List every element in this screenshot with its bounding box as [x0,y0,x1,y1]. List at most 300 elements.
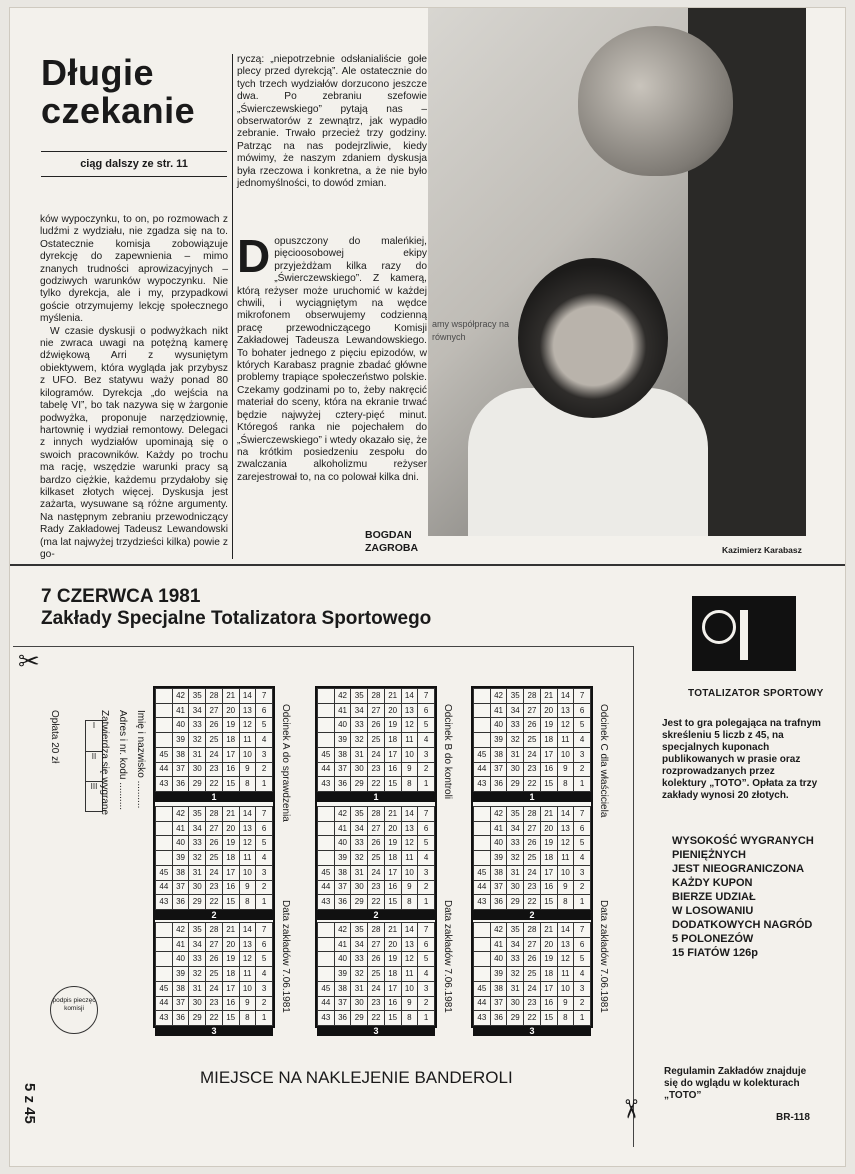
number-cell[interactable]: 7 [256,689,273,704]
number-cell[interactable]: 43 [156,777,173,792]
number-cell[interactable]: 18 [540,967,557,982]
number-cell[interactable]: 45 [474,865,491,880]
number-cell[interactable]: 31 [351,981,368,996]
number-cell[interactable]: 7 [418,923,435,938]
number-cell[interactable]: 5 [574,952,591,967]
number-cell[interactable]: 4 [418,967,435,982]
number-cell[interactable]: 44 [318,762,335,777]
number-cell[interactable]: 22 [524,895,541,910]
number-cell[interactable]: 6 [418,937,435,952]
number-cell[interactable] [474,923,491,938]
number-cell[interactable]: 23 [206,880,223,895]
number-cell[interactable]: 30 [189,762,206,777]
number-cell[interactable]: 6 [574,821,591,836]
number-cell[interactable]: 3 [256,865,273,880]
number-cell[interactable]: 44 [318,996,335,1011]
number-cell[interactable]: 10 [239,865,256,880]
number-cell[interactable]: 39 [172,851,189,866]
number-cell[interactable]: 30 [507,762,524,777]
number-cell[interactable]: 23 [206,762,223,777]
number-cell[interactable]: 27 [524,821,541,836]
number-cell[interactable]: 8 [401,777,418,792]
number-cell[interactable]: 32 [507,967,524,982]
number-cell[interactable]: 1 [256,895,273,910]
number-cell[interactable]: 8 [401,1011,418,1026]
number-cell[interactable]: 4 [256,733,273,748]
number-cell[interactable]: 3 [418,865,435,880]
number-cell[interactable]: 5 [574,718,591,733]
number-cell[interactable]: 30 [507,880,524,895]
number-cell[interactable]: 29 [351,895,368,910]
number-cell[interactable] [156,718,173,733]
number-cell[interactable]: 18 [222,733,239,748]
number-cell[interactable]: 17 [222,865,239,880]
number-cell[interactable]: 30 [189,880,206,895]
number-cell[interactable]: 38 [490,747,507,762]
number-cell[interactable]: 30 [351,762,368,777]
number-cell[interactable]: 16 [384,996,401,1011]
number-cell[interactable]: 40 [172,718,189,733]
number-cell[interactable]: 45 [318,981,335,996]
number-cell[interactable]: 32 [351,851,368,866]
number-cell[interactable]: 13 [401,703,418,718]
number-cell[interactable]: 14 [557,807,574,822]
number-cell[interactable]: 42 [172,689,189,704]
number-cell[interactable]: 3 [256,747,273,762]
number-cell[interactable]: 12 [557,836,574,851]
number-cell[interactable]: 24 [524,747,541,762]
number-cell[interactable]: 25 [368,851,385,866]
number-cell[interactable]: 39 [490,967,507,982]
number-cell[interactable]: 20 [540,821,557,836]
number-cell[interactable]: 11 [401,733,418,748]
number-cell[interactable]: 8 [401,895,418,910]
number-cell[interactable]: 20 [384,703,401,718]
number-cell[interactable]: 20 [222,821,239,836]
number-cell[interactable]: 28 [524,923,541,938]
number-cell[interactable]: 40 [490,836,507,851]
number-cell[interactable] [474,937,491,952]
number-cell[interactable]: 25 [368,733,385,748]
number-cell[interactable]: 16 [540,880,557,895]
number-cell[interactable]: 42 [172,923,189,938]
number-cell[interactable]: 28 [368,923,385,938]
number-cell[interactable]: 42 [490,923,507,938]
number-cell[interactable]: 9 [239,762,256,777]
number-cell[interactable]: 32 [507,851,524,866]
number-cell[interactable]: 6 [256,703,273,718]
number-cell[interactable]: 9 [557,762,574,777]
number-cell[interactable]: 36 [172,1011,189,1026]
number-cell[interactable]: 4 [418,733,435,748]
number-cell[interactable]: 7 [574,689,591,704]
number-cell[interactable]: 34 [189,821,206,836]
number-cell[interactable]: 9 [239,880,256,895]
number-cell[interactable]: 29 [189,895,206,910]
number-cell[interactable]: 25 [206,851,223,866]
number-cell[interactable]: 11 [401,967,418,982]
number-cell[interactable]: 2 [256,880,273,895]
number-cell[interactable]: 24 [206,865,223,880]
number-cell[interactable]: 33 [351,718,368,733]
number-cell[interactable]: 41 [172,821,189,836]
number-cell[interactable]: 24 [524,865,541,880]
number-cell[interactable]: 27 [368,703,385,718]
number-cell[interactable]: 26 [206,718,223,733]
number-cell[interactable]: 33 [351,836,368,851]
number-cell[interactable]: 25 [524,733,541,748]
number-cell[interactable]: 45 [156,747,173,762]
number-cell[interactable]: 22 [368,777,385,792]
number-cell[interactable]: 30 [351,996,368,1011]
number-cell[interactable]: 19 [384,952,401,967]
number-cell[interactable]: 42 [172,807,189,822]
number-cell[interactable]: 43 [156,895,173,910]
number-cell[interactable]: 42 [490,689,507,704]
number-cell[interactable]: 36 [172,777,189,792]
number-cell[interactable]: 1 [574,777,591,792]
number-cell[interactable]: 42 [334,923,351,938]
number-cell[interactable]: 15 [540,1011,557,1026]
number-cell[interactable]: 34 [507,937,524,952]
number-cell[interactable]: 2 [574,880,591,895]
number-cell[interactable]: 3 [574,981,591,996]
number-cell[interactable]: 1 [574,895,591,910]
number-cell[interactable]: 15 [540,895,557,910]
number-cell[interactable]: 37 [490,996,507,1011]
number-cell[interactable]: 22 [368,1011,385,1026]
number-cell[interactable]: 29 [351,1011,368,1026]
number-cell[interactable]: 38 [172,747,189,762]
number-cell[interactable]: 15 [222,777,239,792]
number-cell[interactable]: 29 [507,895,524,910]
number-cell[interactable]: 43 [156,1011,173,1026]
number-cell[interactable]: 45 [474,747,491,762]
number-cell[interactable]: 15 [222,1011,239,1026]
number-cell[interactable]: 18 [384,733,401,748]
number-cell[interactable]: 7 [574,923,591,938]
number-cell[interactable]: 41 [334,937,351,952]
number-cell[interactable]: 21 [540,689,557,704]
number-cell[interactable]: 15 [384,1011,401,1026]
number-cell[interactable]: 37 [490,880,507,895]
number-cell[interactable]: 29 [189,1011,206,1026]
number-cell[interactable]: 12 [401,718,418,733]
number-cell[interactable]: 16 [384,880,401,895]
number-cell[interactable]: 44 [474,880,491,895]
number-cell[interactable]: 19 [222,952,239,967]
number-cell[interactable]: 14 [239,923,256,938]
number-cell[interactable]: 2 [256,996,273,1011]
number-cell[interactable]: 4 [256,851,273,866]
number-cell[interactable]: 30 [189,996,206,1011]
number-cell[interactable]: 1 [256,777,273,792]
number-cell[interactable]: 33 [351,952,368,967]
number-cell[interactable]: 1 [574,1011,591,1026]
number-cell[interactable]: 43 [474,777,491,792]
number-cell[interactable]: 34 [351,937,368,952]
number-cell[interactable]: 40 [490,718,507,733]
number-cell[interactable]: 1 [418,777,435,792]
number-cell[interactable]: 13 [557,821,574,836]
number-cell[interactable]: 38 [334,865,351,880]
number-cell[interactable]: 8 [557,777,574,792]
number-cell[interactable]: 20 [222,937,239,952]
number-cell[interactable]: 41 [490,937,507,952]
number-cell[interactable] [318,821,335,836]
number-cell[interactable]: 34 [189,937,206,952]
number-cell[interactable]: 29 [351,777,368,792]
number-cell[interactable]: 37 [172,762,189,777]
number-cell[interactable]: 33 [189,952,206,967]
number-cell[interactable]: 31 [351,747,368,762]
number-cell[interactable]: 41 [172,703,189,718]
number-cell[interactable] [474,689,491,704]
address-field[interactable]: Adres i nr. kodu .......... [117,710,128,811]
name-field[interactable]: Imię i nazwisko .......... [135,710,146,809]
number-cell[interactable]: 35 [351,807,368,822]
number-cell[interactable]: 31 [507,981,524,996]
number-cell[interactable]: 20 [222,703,239,718]
number-cell[interactable]: 14 [401,807,418,822]
number-cell[interactable]: 34 [507,703,524,718]
number-cell[interactable]: 37 [334,996,351,1011]
number-cell[interactable]: 31 [189,981,206,996]
number-cell[interactable]: 35 [351,689,368,704]
number-cell[interactable]: 8 [557,895,574,910]
number-cell[interactable] [318,967,335,982]
number-cell[interactable]: 25 [206,967,223,982]
number-cell[interactable]: 33 [189,718,206,733]
number-cell[interactable]: 5 [256,718,273,733]
number-cell[interactable] [156,703,173,718]
number-cell[interactable] [318,689,335,704]
number-cell[interactable]: 5 [256,836,273,851]
number-cell[interactable]: 21 [384,923,401,938]
number-cell[interactable]: 13 [557,703,574,718]
number-cell[interactable]: 37 [334,880,351,895]
number-cell[interactable]: 42 [334,807,351,822]
number-cell[interactable]: 3 [418,747,435,762]
number-cell[interactable]: 39 [490,851,507,866]
number-cell[interactable]: 19 [384,836,401,851]
number-cell[interactable]: 45 [474,981,491,996]
number-cell[interactable]: 18 [540,851,557,866]
number-cell[interactable]: 11 [557,733,574,748]
number-cell[interactable]: 45 [156,981,173,996]
number-cell[interactable]: 25 [524,851,541,866]
number-cell[interactable]: 24 [368,981,385,996]
number-cell[interactable]: 23 [368,996,385,1011]
number-cell[interactable]: 12 [239,952,256,967]
number-cell[interactable]: 21 [222,923,239,938]
number-cell[interactable]: 33 [507,952,524,967]
number-cell[interactable]: 14 [401,689,418,704]
number-cell[interactable]: 19 [540,952,557,967]
number-cell[interactable]: 7 [574,807,591,822]
number-cell[interactable]: 28 [524,807,541,822]
number-cell[interactable]: 31 [507,865,524,880]
number-cell[interactable]: 31 [507,747,524,762]
number-cell[interactable]: 19 [222,718,239,733]
number-cell[interactable]: 41 [490,821,507,836]
number-cell[interactable]: 2 [256,762,273,777]
number-cell[interactable]: 36 [334,895,351,910]
number-cell[interactable]: 18 [540,733,557,748]
number-cell[interactable]: 40 [334,718,351,733]
number-cell[interactable]: 23 [206,996,223,1011]
number-cell[interactable]: 38 [172,865,189,880]
number-cell[interactable]: 23 [368,762,385,777]
number-cell[interactable]: 38 [490,981,507,996]
number-cell[interactable]: 19 [540,718,557,733]
number-cell[interactable]: 6 [574,703,591,718]
number-cell[interactable]: 8 [239,1011,256,1026]
number-cell[interactable]: 10 [401,981,418,996]
number-cell[interactable]: 40 [490,952,507,967]
number-cell[interactable]: 9 [401,996,418,1011]
number-cell[interactable] [156,967,173,982]
number-cell[interactable]: 26 [368,836,385,851]
number-cell[interactable]: 27 [368,821,385,836]
number-cell[interactable]: 14 [239,689,256,704]
number-cell[interactable]: 44 [474,762,491,777]
number-cell[interactable]: 2 [574,762,591,777]
number-cell[interactable] [156,836,173,851]
number-cell[interactable]: 41 [334,703,351,718]
number-cell[interactable]: 31 [189,865,206,880]
number-cell[interactable]: 12 [239,718,256,733]
number-cell[interactable]: 26 [206,952,223,967]
number-cell[interactable]: 36 [490,895,507,910]
number-cell[interactable]: 24 [206,981,223,996]
number-cell[interactable]: 2 [418,880,435,895]
number-cell[interactable] [156,689,173,704]
number-cell[interactable]: 11 [239,733,256,748]
number-cell[interactable]: 17 [384,865,401,880]
number-cell[interactable]: 44 [156,880,173,895]
number-cell[interactable] [474,733,491,748]
number-cell[interactable]: 3 [574,865,591,880]
number-cell[interactable]: 44 [156,996,173,1011]
number-cell[interactable]: 33 [507,718,524,733]
number-cell[interactable]: 41 [490,703,507,718]
number-cell[interactable]: 32 [189,967,206,982]
number-cell[interactable]: 10 [401,865,418,880]
number-cell[interactable]: 25 [368,967,385,982]
number-cell[interactable]: 22 [368,895,385,910]
number-cell[interactable]: 45 [156,865,173,880]
number-cell[interactable]: 13 [239,821,256,836]
number-cell[interactable]: 45 [318,865,335,880]
number-cell[interactable]: 19 [222,836,239,851]
number-cell[interactable]: 35 [189,923,206,938]
number-cell[interactable]: 11 [401,851,418,866]
number-cell[interactable]: 31 [351,865,368,880]
number-cell[interactable] [318,718,335,733]
number-cell[interactable]: 4 [256,967,273,982]
number-cell[interactable]: 6 [418,821,435,836]
number-cell[interactable]: 35 [189,807,206,822]
number-cell[interactable]: 26 [368,718,385,733]
number-cell[interactable]: 26 [524,952,541,967]
number-cell[interactable]: 13 [557,937,574,952]
number-cell[interactable]: 43 [474,1011,491,1026]
number-cell[interactable]: 43 [318,895,335,910]
number-cell[interactable]: 6 [574,937,591,952]
number-cell[interactable]: 11 [239,851,256,866]
number-cell[interactable]: 17 [222,747,239,762]
number-cell[interactable]: 10 [239,981,256,996]
number-cell[interactable]: 21 [384,807,401,822]
number-cell[interactable]: 5 [256,952,273,967]
number-cell[interactable]: 25 [206,733,223,748]
number-cell[interactable] [318,923,335,938]
number-cell[interactable]: 32 [189,851,206,866]
number-cell[interactable]: 41 [334,821,351,836]
number-cell[interactable]: 45 [318,747,335,762]
number-cell[interactable]: 36 [334,1011,351,1026]
number-cell[interactable] [474,851,491,866]
number-cell[interactable]: 21 [222,689,239,704]
number-cell[interactable]: 9 [557,880,574,895]
number-cell[interactable]: 20 [384,937,401,952]
number-cell[interactable]: 7 [256,807,273,822]
number-cell[interactable]: 5 [418,952,435,967]
number-cell[interactable] [474,821,491,836]
number-cell[interactable]: 10 [557,981,574,996]
number-cell[interactable]: 22 [206,895,223,910]
number-cell[interactable] [156,821,173,836]
number-cell[interactable]: 29 [507,1011,524,1026]
number-cell[interactable]: 34 [351,703,368,718]
number-cell[interactable]: 1 [418,895,435,910]
number-cell[interactable]: 16 [222,762,239,777]
number-cell[interactable]: 37 [172,996,189,1011]
number-cell[interactable] [318,703,335,718]
number-cell[interactable]: 39 [334,967,351,982]
number-cell[interactable]: 16 [222,880,239,895]
number-cell[interactable]: 43 [474,895,491,910]
number-cell[interactable]: 9 [239,996,256,1011]
number-cell[interactable]: 17 [384,981,401,996]
number-cell[interactable]: 14 [401,923,418,938]
number-cell[interactable]: 10 [557,747,574,762]
number-cell[interactable]: 34 [189,703,206,718]
number-cell[interactable]: 16 [540,762,557,777]
number-cell[interactable]: 10 [557,865,574,880]
number-cell[interactable]: 37 [490,762,507,777]
number-cell[interactable]: 39 [490,733,507,748]
number-cell[interactable] [156,952,173,967]
number-cell[interactable]: 21 [222,807,239,822]
number-cell[interactable]: 9 [557,996,574,1011]
number-cell[interactable]: 10 [401,747,418,762]
number-cell[interactable]: 39 [334,851,351,866]
number-cell[interactable]: 32 [351,733,368,748]
number-cell[interactable]: 30 [351,880,368,895]
number-cell[interactable]: 2 [574,996,591,1011]
number-cell[interactable] [318,851,335,866]
number-cell[interactable]: 35 [507,923,524,938]
number-cell[interactable]: 40 [334,836,351,851]
number-cell[interactable]: 28 [368,689,385,704]
number-cell[interactable]: 36 [172,895,189,910]
number-cell[interactable]: 30 [507,996,524,1011]
number-cell[interactable]: 44 [318,880,335,895]
number-cell[interactable]: 7 [256,923,273,938]
number-cell[interactable]: 4 [574,733,591,748]
